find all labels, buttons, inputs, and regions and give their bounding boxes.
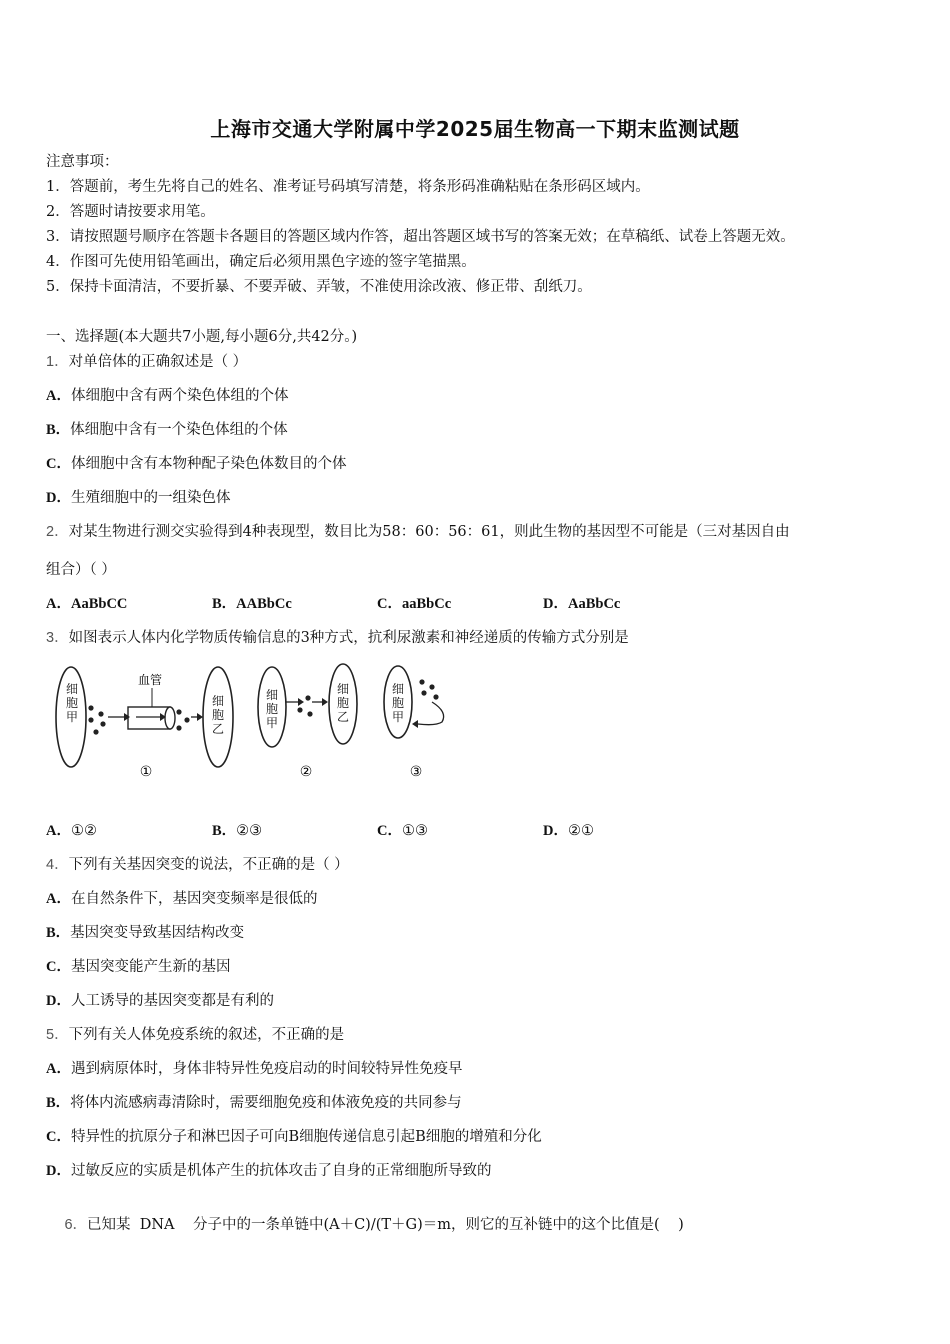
- cell-a-label-diagram-3: 细胞甲: [391, 682, 404, 724]
- q5-option-a[interactable]: [46, 1059, 462, 1079]
- question-5: [46, 1025, 344, 1045]
- question-number: 3．: [46, 630, 69, 646]
- molecule-dot: [184, 717, 189, 722]
- molecule-dot: [100, 721, 105, 726]
- molecule-dot: [98, 711, 103, 716]
- cell-a-label-diagram-1: 细胞甲: [65, 682, 78, 724]
- option-text: 在自然条件下，基因突变频率是很低的: [70, 891, 318, 907]
- question-2: [46, 522, 790, 542]
- notice-item-5: 5．保持卡面清洁，不要折暴、不要弄破、弄皱，不准使用涂改液、修正带、刮纸刀。: [46, 279, 592, 295]
- q1-option-a[interactable]: [46, 386, 288, 406]
- q3-option-b[interactable]: [212, 821, 262, 841]
- option-text: AABbCc: [236, 596, 292, 612]
- option-text: 遇到病原体时，身体非特异性免疫启动的时间较特异性免疫早: [70, 1061, 463, 1077]
- autocrine-arrow: [418, 702, 444, 725]
- option-text: ②③: [236, 823, 263, 839]
- option-text: 体细胞中含有一个染色体组的个体: [70, 422, 288, 438]
- option-text: 基因突变导致基因结构改变: [70, 925, 245, 941]
- option-letter: B．: [46, 422, 71, 438]
- diagram-label-1: ①: [139, 764, 153, 780]
- q3-option-a[interactable]: [46, 821, 97, 841]
- q1-option-c[interactable]: [46, 454, 346, 474]
- molecule-dot: [88, 705, 93, 710]
- arrow-head: [124, 713, 130, 721]
- notice-item-2: 2．答题时请按要求用笔。: [46, 204, 215, 220]
- question-1: [46, 352, 247, 372]
- cell-b-label-diagram-1: 细胞乙: [211, 694, 224, 736]
- q4-option-c[interactable]: [46, 957, 230, 977]
- question-stem: 如图表示人体内化学物质传输信息的3种方式，抗利尿激素和神经递质的传输方式分别是: [68, 630, 629, 646]
- question-number: 4．: [46, 857, 69, 873]
- q3-option-c[interactable]: [377, 821, 428, 841]
- option-text: 体细胞中含有两个染色体组的个体: [70, 388, 289, 404]
- option-letter: C．: [377, 596, 402, 612]
- option-letter: C．: [46, 959, 71, 975]
- option-letter: A．: [46, 596, 71, 612]
- notice-item-4: 4．作图可先使用铅笔画出，确定后必须用黑色字迹的签字笔描黑。: [46, 254, 476, 270]
- option-letter: C．: [377, 823, 402, 839]
- molecule-dot: [297, 707, 302, 712]
- question-6: [46, 1195, 684, 1255]
- question-stem: 对某生物进行测交实验得到4种表现型，数目比为58：60：56：61，则此生物的基因型不可能是（三对基因自由: [68, 524, 790, 540]
- q2-option-d[interactable]: [543, 594, 620, 614]
- molecule-dot: [429, 684, 434, 689]
- option-letter: C．: [46, 456, 71, 472]
- option-text: 体细胞中含有本物种配子染色体数目的个体: [70, 456, 347, 472]
- q4-option-d[interactable]: [46, 991, 274, 1011]
- option-text: 人工诱导的基因突变都是有利的: [70, 993, 274, 1009]
- option-letter: D．: [46, 1163, 71, 1179]
- option-letter: A．: [46, 823, 71, 839]
- question-number: 5．: [46, 1027, 69, 1043]
- notice-item-1: 1．答题前，考生先将自己的姓名、准考证号码填写清楚，将条形码准确粘贴在条形码区域内。: [46, 179, 650, 195]
- q1-option-d[interactable]: [46, 488, 230, 508]
- q2-option-b[interactable]: [212, 594, 292, 614]
- arrow-head: [298, 698, 304, 706]
- molecule-dot: [305, 695, 310, 700]
- arrow-head: [412, 720, 418, 728]
- diagram-label-3: ③: [409, 764, 423, 780]
- molecule-dot: [176, 709, 181, 714]
- option-letter: B．: [46, 925, 71, 941]
- option-text: 过敏反应的实质是机体产生的抗体攻击了自身的正常细胞所导致的: [70, 1163, 492, 1179]
- arrow-head: [197, 713, 203, 721]
- option-text: 基因突变能产生新的基因: [70, 959, 231, 975]
- vessel-end: [165, 707, 175, 729]
- cell-a-label-diagram-2: 细胞甲: [265, 688, 278, 730]
- question-number: 6．: [64, 1217, 88, 1233]
- molecule-dot: [176, 725, 181, 730]
- option-letter: D．: [46, 993, 71, 1009]
- q2-option-a[interactable]: [46, 594, 127, 614]
- option-letter: D．: [543, 823, 568, 839]
- q5-option-c[interactable]: [46, 1127, 542, 1147]
- arrow-head: [322, 698, 328, 706]
- option-text: AaBbCC: [70, 596, 128, 612]
- diagram-label-2: ②: [299, 764, 313, 780]
- notice-heading: 注意事项：: [46, 154, 119, 170]
- option-letter: B．: [46, 1095, 71, 1111]
- molecule-dot: [421, 690, 426, 695]
- option-letter: A．: [46, 388, 71, 404]
- question-stem: 下列有关人体免疫系统的叙述，不正确的是: [68, 1027, 345, 1043]
- question-number: 2．: [46, 524, 69, 540]
- question-2-cont: 组合）（ ）: [46, 562, 116, 578]
- molecule-dot: [93, 729, 98, 734]
- question-stem: 对单倍体的正确叙述是（ ）: [68, 354, 248, 370]
- option-letter: A．: [46, 891, 71, 907]
- molecule-dot: [433, 694, 438, 699]
- option-text: 生殖细胞中的一组染色体: [70, 490, 231, 506]
- cell-b-label-diagram-2: 细胞乙: [336, 682, 349, 724]
- question-number: 1．: [46, 354, 69, 370]
- q5-option-d[interactable]: [46, 1161, 491, 1181]
- option-letter: A．: [46, 1061, 71, 1077]
- option-text: ②①: [567, 823, 594, 839]
- q1-option-b[interactable]: [46, 420, 288, 440]
- option-text: 将体内流感病毒清除时，需要细胞免疫和体液免疫的共同参与: [70, 1095, 462, 1111]
- q4-option-a[interactable]: [46, 889, 317, 909]
- option-letter: B．: [212, 823, 237, 839]
- option-text: ①②: [70, 823, 97, 839]
- option-letter: C．: [46, 1129, 71, 1145]
- option-text: aaBbCc: [401, 596, 452, 612]
- option-text: ①③: [401, 823, 428, 839]
- molecule-dot: [419, 679, 424, 684]
- option-text: AaBbCc: [567, 596, 621, 612]
- molecule-dot: [307, 711, 312, 716]
- q2-option-c[interactable]: [377, 594, 451, 614]
- molecule-dot: [88, 717, 93, 722]
- question-3: [46, 628, 629, 648]
- option-letter: D．: [46, 490, 71, 506]
- notice-item-3: 3．请按照题号顺序在答题卡各题目的答题区域内作答，超出答题区域书写的答案无效；在草稿纸、试卷上答题无效。: [46, 229, 795, 245]
- question-stem: 已知某 DNA 分子中的一条单链中(A＋C)/(T＋G)＝m，则它的互补链中的这个比值是( ): [87, 1217, 684, 1233]
- option-letter: B．: [212, 596, 237, 612]
- question-stem: 下列有关基因突变的说法，不正确的是（ ）: [68, 857, 349, 873]
- q5-option-b[interactable]: [46, 1093, 462, 1113]
- option-text: 特异性的抗原分子和淋巴因子可向B细胞传递信息引起B细胞的增殖和分化: [70, 1129, 542, 1145]
- section-header: 一、选择题(本大题共7小题,每小题6分,共42分。): [46, 329, 358, 345]
- vessel-label: 血管: [137, 673, 163, 687]
- option-letter: D．: [543, 596, 568, 612]
- q3-option-d[interactable]: [543, 821, 594, 841]
- q4-option-b[interactable]: [46, 923, 244, 943]
- question-4: [46, 855, 349, 875]
- exam-title: 上海市交通大学附属中学2025届生物高一下期末监测试题: [210, 117, 740, 141]
